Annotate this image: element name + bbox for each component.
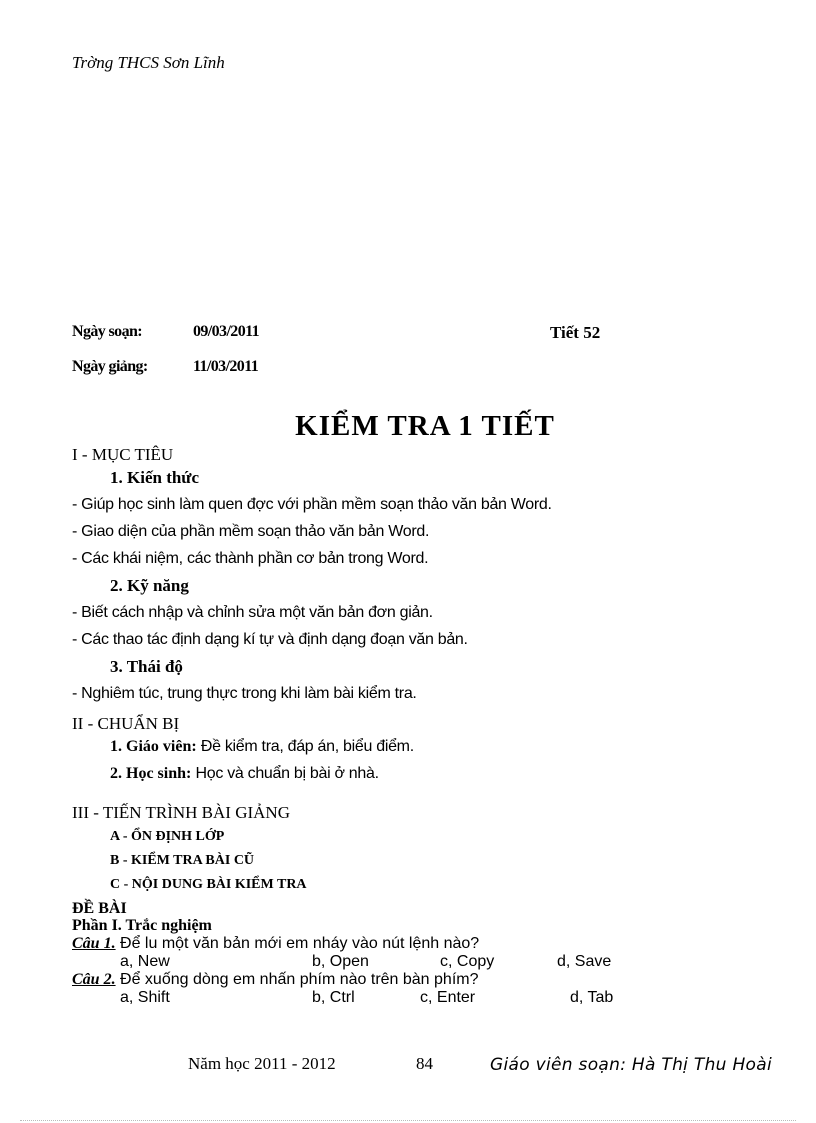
question-1: [72, 935, 479, 953]
attitude-title: 3. Thái độ: [110, 657, 183, 676]
section-prep: II - CHUẨN BỊ: [72, 714, 180, 733]
teacher-prep-label: 1. Giáo viên:: [110, 738, 197, 755]
knowledge-title: 1. Kiến thức: [110, 468, 200, 487]
q2-option-c: c, Enter: [420, 989, 476, 1006]
q1-option-c: c, Copy: [440, 953, 495, 970]
question-1-label: Câu 1.: [72, 935, 116, 952]
student-prep: [110, 765, 379, 783]
knowledge-item: - Giao diện của phần mềm soạn thảo văn bản Word.: [72, 523, 430, 540]
question-2-text: Để xuống dòng em nhấn phím nào trên bàn phím?: [115, 971, 479, 988]
q1-option-b: b, Open: [312, 953, 369, 970]
q1-option-d: d, Save: [557, 953, 612, 970]
question-2-label: Câu 2.: [72, 971, 116, 988]
q2-option-a: a, Shift: [120, 989, 170, 1006]
question-1-text: Để lu một văn bản mới em nháy vào nút lệnh nào?: [115, 935, 480, 952]
student-prep-label: 2. Học sinh:: [110, 765, 192, 782]
section-process: III - TIẾN TRÌNH BÀI GIẢNG: [72, 803, 290, 822]
process-item: A - ỔN ĐỊNH LỚP: [110, 829, 225, 844]
teacher-prep: [110, 738, 414, 756]
footer-page-number: 84: [416, 1054, 433, 1073]
skills-title: 2. Kỹ năng: [110, 576, 189, 595]
footer-year: Năm học 2011 - 2012: [188, 1054, 336, 1073]
exam-title: ĐỀ BÀI: [72, 900, 127, 917]
part1-title: Phần I. Trắc nghiệm: [72, 917, 212, 934]
student-prep-text: Học và chuẩn bị bài ở nhà.: [191, 765, 379, 782]
teach-date-label: Ngày giảng:: [72, 358, 148, 375]
q2-option-b: b, Ctrl: [312, 989, 355, 1006]
process-item: C - NỘI DUNG BÀI KIỂM TRA: [110, 877, 307, 892]
section-objectives: I - MỤC TIÊU: [72, 445, 174, 464]
bottom-dotted-border: [20, 1120, 796, 1121]
q1-option-a: a, New: [120, 953, 170, 970]
teach-date: 11/03/2011: [193, 358, 259, 375]
knowledge-item: - Giúp học sinh làm quen đợc với phần mềm soạn thảo văn bản Word.: [72, 496, 552, 513]
skills-item: - Các thao tác định dạng kí tự và định dạng đoạn văn bản.: [72, 631, 468, 648]
school-name: Trờng THCS Sơn Lĩnh: [72, 53, 225, 72]
skills-item: - Biết cách nhập và chỉnh sửa một văn bản đơn giản.: [72, 604, 433, 621]
q2-option-d: d, Tab: [570, 989, 614, 1006]
knowledge-item: - Các khái niệm, các thành phần cơ bản trong Word.: [72, 550, 429, 567]
prep-date: 09/03/2011: [193, 323, 260, 340]
page-title: KIỂM TRA 1 TIẾT: [295, 410, 555, 442]
prep-date-label: Ngày soạn:: [72, 323, 143, 340]
teacher-prep-text: Đề kiểm tra, đáp án, biểu điểm.: [196, 738, 414, 755]
process-item: B - KIỂM TRA BÀI CŨ: [110, 853, 255, 868]
question-2: [72, 971, 479, 989]
attitude-item: - Nghiêm túc, trung thực trong khi làm bài kiểm tra.: [72, 685, 417, 702]
footer-teacher: Giáo viên soạn: Hà Thị Thu Hoài: [490, 1055, 772, 1075]
lesson-number: Tiết 52: [550, 323, 601, 342]
